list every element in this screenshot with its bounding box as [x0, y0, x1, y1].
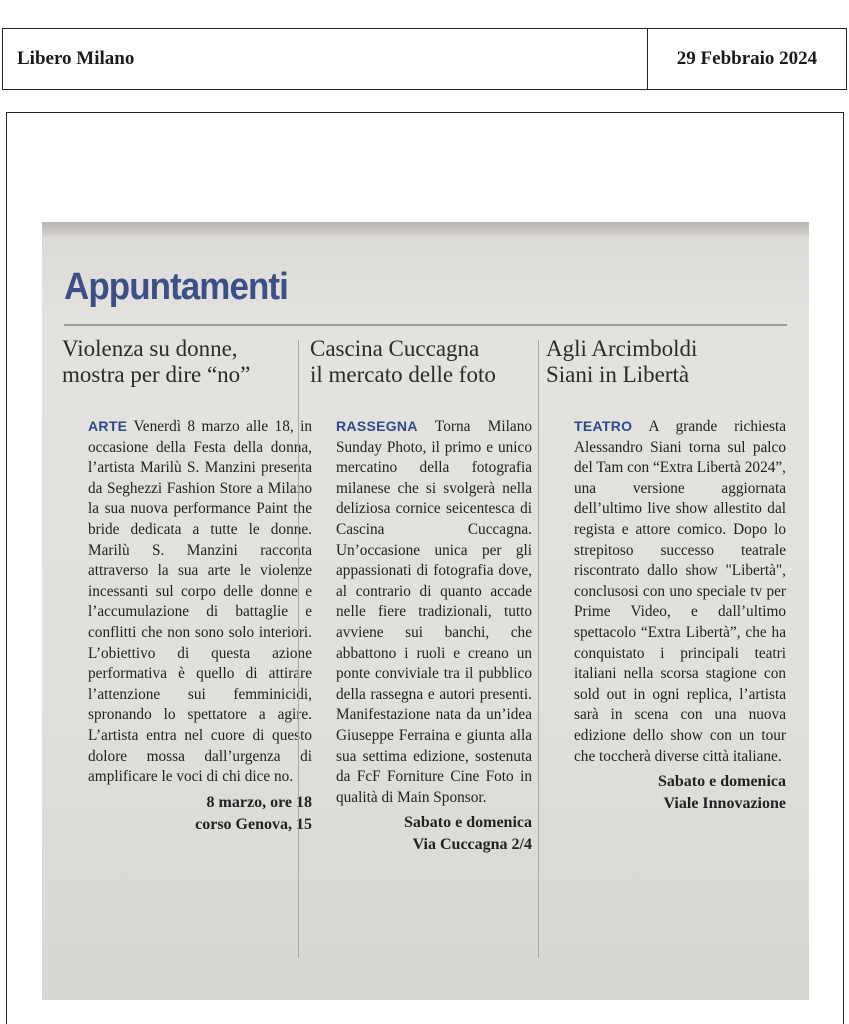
article-arte — [62, 336, 312, 836]
article-text: Torna Milano Sunday Photo, il primo e unico mercatino della fotografia milanese che si svolgerà nella deliziosa cornice seicentesca di Cascina Cuccagna. Un’occasione unica per gli appassionati di fotografia dove, al contrario di quanto accade nelle fiere tradizionali, tutto avviene sui banchi, che abbattono i ruoli e creano un ponte conviviale tra il pubblico della rassegna e autori presenti. Manifestazione nata da un’idea Giuseppe Ferraina e giunta alla sua settima edizione, sostenuta da FcF Forniture Cine Foto in qualità di Main Sponsor. — [336, 418, 532, 806]
headline-line-1: Agli Arcimboldi — [546, 336, 698, 361]
event-when: Sabato e domenica — [404, 814, 532, 832]
headline-line-1: Cascina Cuccagna — [310, 336, 480, 361]
publication-date: 29 Febbraio 2024 — [676, 48, 818, 69]
headline-line-2: Siani in Libertà — [546, 362, 690, 387]
article-text: Venerdì 8 marzo alle 18, in occasione della Festa della donna, l’artista Marilù S. Manzini presenta da Seghezzi Fashion Store a Milano la sua nuova performance Paint the bride dedicata a tutte le donne. Marilù S. Manzini racconta attraverso la sua arte le violenze incessanti sul corpo delle donne e l’accumulazione di battaglie e conflitti che non sono solo interiori. L’obiettivo di questa azione performativa è quello di attirare l’attenzione sui femminicidi, spronando lo spettatore a agire. L’artista entra nel cuore di questo dolore mossa dall’urgenza di amplificare le voci di chi dice no. — [88, 418, 312, 786]
column-divider — [538, 340, 539, 958]
event-when: Sabato e domenica — [658, 773, 786, 791]
article-body — [336, 416, 532, 808]
article-teatro — [546, 336, 786, 815]
section-rule — [64, 324, 787, 326]
event-where: Viale Innovazione — [663, 795, 786, 813]
event-where: corso Genova, 15 — [195, 815, 312, 833]
article-rassegna — [310, 336, 532, 856]
event-info — [546, 771, 786, 815]
page-header — [2, 28, 847, 90]
article-headline — [62, 336, 312, 388]
headline-line-2: il mercato delle foto — [310, 362, 496, 387]
article-headline — [310, 336, 532, 388]
section-title: Appuntamenti — [64, 266, 288, 308]
headline-line-1: Violenza su donne, — [62, 336, 238, 361]
article-kicker: TEATRO — [574, 418, 633, 434]
event-info — [310, 812, 532, 856]
headline-line-2: mostra per dire “no” — [62, 362, 251, 387]
article-text: A grande richiesta Alessandro Siani torna sul palco del Tam con “Extra Libertà 2024”, una versione aggiornata dell’ultimo live show allestito dal regista e attore comico. Dopo lo strepitoso successo teatrale riscontrato dallo show "Libertà", conclusosi con uno speciale tv per Prime Video, e dall’ultimo spettacolo “Extra Libertà”, che ha conquistato i principali teatri italiani nella scorsa stagione con sold out in ogni replica, l’artista sarà in scena con una nuova edizione dello show con un tour che toccherà diverse città italiane. — [574, 418, 786, 765]
source-name: Libero Milano — [3, 29, 648, 89]
article-kicker: ARTE — [88, 418, 128, 434]
event-info — [62, 792, 312, 836]
column-divider — [298, 340, 299, 958]
event-when: 8 marzo, ore 18 — [206, 793, 312, 811]
newspaper-clipping — [42, 222, 809, 1000]
event-where: Via Cuccagna 2/4 — [412, 836, 532, 854]
article-body — [574, 416, 786, 767]
article-body — [88, 416, 312, 788]
article-kicker: RASSEGNA — [336, 418, 418, 434]
article-headline — [546, 336, 786, 388]
